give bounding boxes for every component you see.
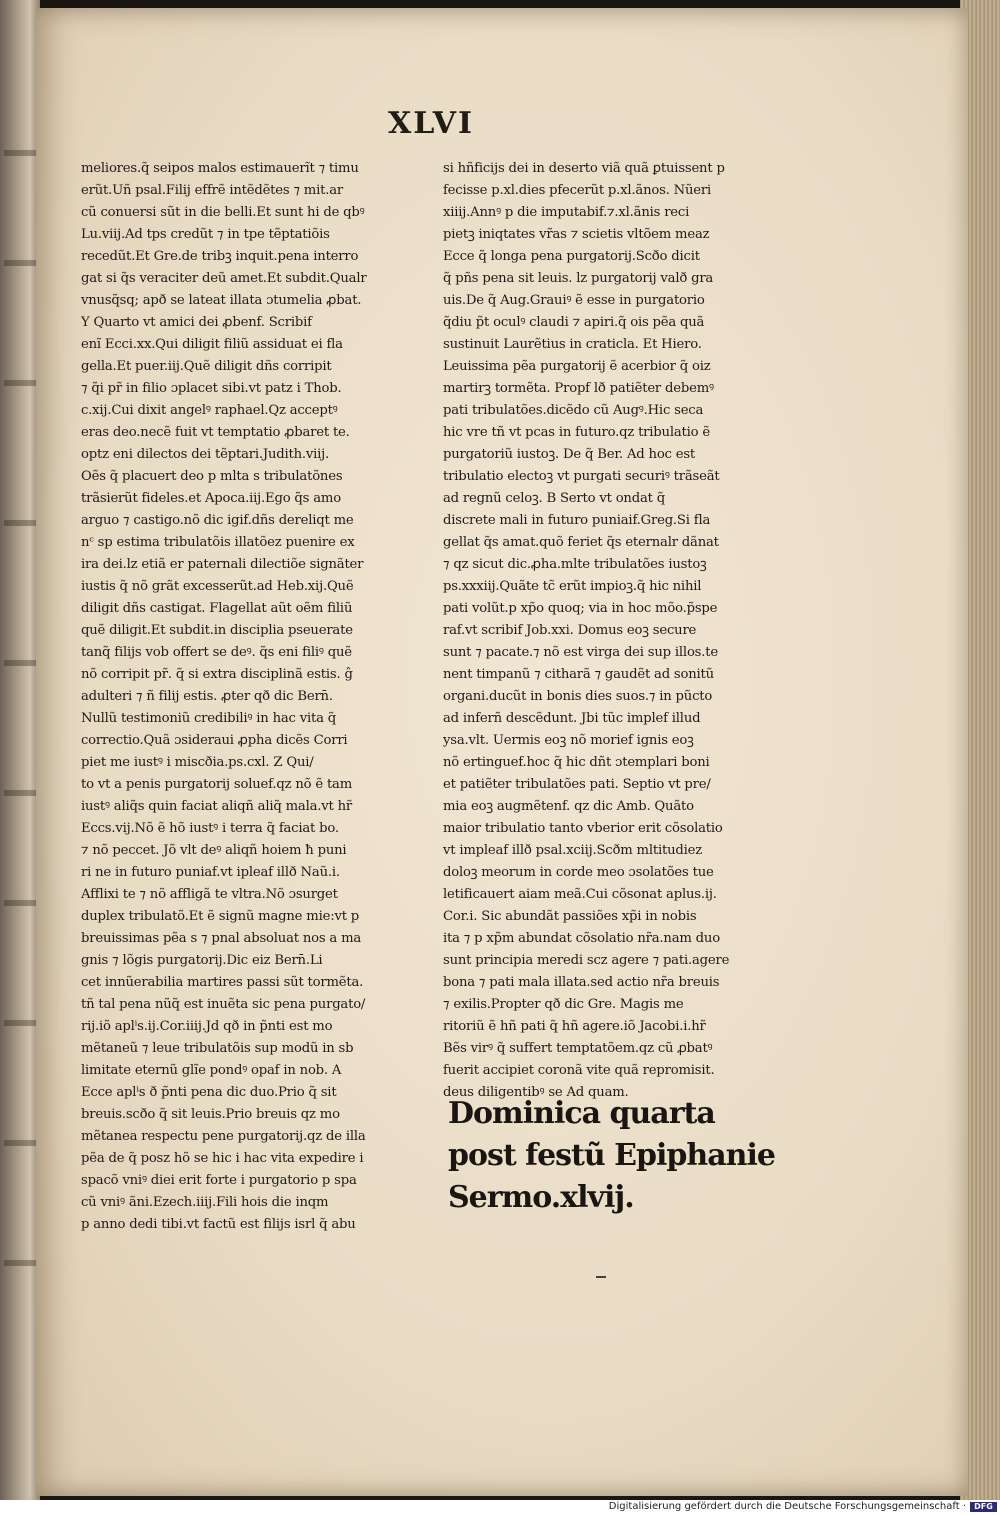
text-line: cũ vniꝰ ãni.Ezech.iiij.Fili hois die inqm xyxy=(81,1195,329,1210)
text-line: Nullũ testimoniũ credibiliꝰ in hac vita q̃ xyxy=(81,711,336,726)
text-line: ysa.vlt. Uermis eoꝫ nõ morief ignis eoꝫ xyxy=(443,733,694,748)
text-line: eras deo.necẽ fuit vt temptatio ꝓbaret te. xyxy=(81,425,350,440)
text-line: mia eoꝫ augmẽtenf. qz dic Amb. Quãto xyxy=(443,799,694,814)
text-line: deus diligentibꝰ se Ad quam. xyxy=(443,1085,629,1100)
text-line: mẽtanea respectu pene purgatorij.qz de illa xyxy=(81,1129,366,1144)
left-text-column xyxy=(81,158,413,1236)
dfg-logo: DFG xyxy=(970,1502,997,1512)
text-line: trãsierũt fideles.et Apoca.iij.Ego q̃s amo xyxy=(81,491,341,506)
text-line: Bẽs virꝰ q̃ suffert temptatõem.qz cũ ꝓbatꝰ xyxy=(443,1041,713,1056)
text-line: Ecce aplⁱs ð p̃nti pena dic duo.Prio q̃ sit xyxy=(81,1085,337,1100)
text-line: ita ⁊ p xp̃m abundat cõsolatio nr̃a.nam duo xyxy=(443,931,720,946)
text-line: organi.ducũt in bonis dies suos.⁊ in pũcto xyxy=(443,689,713,704)
text-line: tñ tal pena nũq̃ est inuẽta sic pena purgato/ xyxy=(81,997,366,1012)
heading-line: Sermo.xlvij. xyxy=(448,1180,634,1215)
text-line: ritoriũ ẽ hñ pati q̃ hñ agere.iõ Jacobi.i.hr̃ xyxy=(443,1019,706,1034)
text-line: tanq̃ filijs vob offert se deꝰ. q̃s eni filiꝰ quẽ xyxy=(81,645,352,660)
text-line: ira dei.lz etiã er paternali dilectiõe signãter xyxy=(81,557,364,572)
text-line: fecisse p.xl.dies pfecerũt p.xl.ãnos. Nũeri xyxy=(443,183,712,198)
heading-line: Dominica quarta xyxy=(448,1096,715,1131)
text-line: et patiẽter tribulatões pati. Septio vt pre/ xyxy=(443,777,711,792)
text-line: ⁊ exilis.Propter qð dic Gre. Magis me xyxy=(443,997,684,1012)
text-line: gat si q̃s veraciter deũ amet.Et subdit.Qualr xyxy=(81,271,367,286)
text-line: tribulatio electoꝫ vt purgati securiꝰ trãseãt xyxy=(443,469,720,484)
text-line: martirꝫ tormẽta. Propf lð patiẽter debemꝰ xyxy=(443,381,714,396)
text-line: ri ne in futuro puniaf.vt ipleaf illð Naũ.i. xyxy=(81,865,340,880)
text-line: Lu.viij.Ad tps credũt ⁊ in tpe tẽptatiõis xyxy=(81,227,330,242)
text-line: sunt principia meredi scz agere ⁊ pati.agere xyxy=(443,953,730,968)
text-line: breuissimas pẽa s ⁊ pnal absoluat nos a ma xyxy=(81,931,362,946)
text-line: q̃diu p̃t oculꝰ claudi ⁊ apiri.q̃ ois pẽa quã xyxy=(443,315,705,330)
text-line: p anno dedi tibi.vt factũ est filijs isrl q̃ abu xyxy=(81,1217,356,1232)
text-line: limitate eternũ glĩe pondꝰ opaf in nob. A xyxy=(81,1063,342,1078)
text-line: pẽa de q̃ posz hõ se hic i hac vita expedire i xyxy=(81,1151,364,1166)
funding-credit: Digitalisierung gefördert durch die Deutsche Forschungsgemeinschaft · xyxy=(608,1501,966,1512)
text-line: cũ conuersi sũt in die belli.Et sunt hi de qbꝰ xyxy=(81,205,365,220)
text-line: hic vre tñ vt pcas in futuro.qz tribulatio ẽ xyxy=(443,425,710,440)
text-line: sustinuit Laurẽtius in craticla. Et Hiero. xyxy=(443,337,702,352)
text-line: iustꝰ aliq̃s quin faciat aliqñ aliq̃ mala.vt hr̃ xyxy=(81,799,352,814)
text-line: nõ ertinguef.hoc q̃ hic dñt ɔtemplari boni xyxy=(443,755,710,770)
ink-mark xyxy=(596,1276,606,1278)
text-line: pietꝫ iniqtates vr̃as ⁊ scietis vltõem meaz xyxy=(443,227,710,242)
text-line: gellat q̃s amat.quõ feriet q̃s eternalr dãnat xyxy=(443,535,719,550)
text-line: fuerit accipiet coronã vite quã repromisit. xyxy=(443,1063,715,1078)
text-line: Afflixi te ⁊ nõ affligã te vltra.Nõ ɔsurget xyxy=(81,887,338,902)
text-line: ps.xxxiij.Quãte tc̃ erũt impioꝫ.q̃ hic nihil xyxy=(443,579,702,594)
text-line: letificauert aiam meã.Cui cõsonat aplus.ij. xyxy=(443,887,717,902)
text-line: maior tribulatio tanto vberior erit cõsolatio xyxy=(443,821,723,836)
text-line: uis.De q̃ Aug.Grauiꝰ ẽ esse in purgatorio xyxy=(443,293,705,308)
folio-number: XLVI xyxy=(387,106,475,141)
text-line: quẽ diligit.Et subdit.in disciplia pseuerate xyxy=(81,623,353,638)
text-line: meliores.q̃ seipos malos estimauerĩt ⁊ timu xyxy=(81,161,359,176)
text-line: si hñficijs dei in deserto viã quã ꝑtuissent p xyxy=(443,161,725,176)
text-line: ⁊ q̃i pr̃ in filio ɔplacet sibi.vt patz i Thob. xyxy=(81,381,342,396)
text-line: Leuissima pẽa purgatorij ẽ acerbior q̃ oiz xyxy=(443,359,711,374)
text-line: sunt ⁊ pacate.⁊ nõ est virga dei sup illos.te xyxy=(443,645,718,660)
text-line: Y Quarto vt amici dei ꝓbenf. Scribif xyxy=(81,315,312,330)
text-line: enĩ Ecci.xx.Qui diligit filiũ assiduat ei fla xyxy=(81,337,343,352)
book-page xyxy=(36,8,968,1496)
text-line: adulteri ⁊ ñ filij estis. ꝓter qð dic Bern̄. xyxy=(81,689,333,704)
facing-page-edge xyxy=(0,0,40,1500)
text-line: Oẽs q̃ placuert deo p mlta s tribulatõnes xyxy=(81,469,343,484)
text-line: xiiij.Annꝰ p die imputabif.⁊.xl.ãnis reci xyxy=(443,205,690,220)
text-line: arguo ⁊ castigo.nõ dic igif.dñs dereliqt me xyxy=(81,513,354,528)
text-line: ad inferñ descẽdunt. Jbi tũc implef illud xyxy=(443,711,701,726)
text-line: q̃ pñs pena sit leuis. lz purgatorij valð gra xyxy=(443,271,714,286)
text-line: correctio.Quã ɔsideraui ꝓpha dicẽs Corri xyxy=(81,733,348,748)
text-line: breuis.scðo q̃ sit leuis.Prio breuis qz mo xyxy=(81,1107,340,1122)
text-line: gnis ⁊ lõgis purgatorij.Dic eiz Bern̄.Li xyxy=(81,953,323,968)
text-line: Eccs.vij.Nõ ẽ hõ iustꝰ i terra q̃ faciat bo. xyxy=(81,821,339,836)
text-line: vt impleaf illð psal.xciij.Scðm mltitudiez xyxy=(443,843,702,858)
text-line: Cor.i. Sic abundãt passiões xp̃i in nobis xyxy=(443,909,697,924)
text-line: rij.iõ aplⁱs.ij.Cor.iiij.Jd qð in p̃nti est mo xyxy=(81,1019,333,1034)
text-line: spacõ vniꝰ diei erit forte i purgatorio p spa xyxy=(81,1173,357,1188)
text-line: doloꝫ meorum in corde meo ɔsolatões tue xyxy=(443,865,714,880)
text-line: gella.Et puer.iij.Quẽ diligit dñs corripit xyxy=(81,359,332,374)
heading-line: post festũ Epiphanie xyxy=(448,1138,775,1173)
text-line: discrete mali in futuro puniaif.Greg.Si fla xyxy=(443,513,711,528)
text-line: diligit dñs castigat. Flagellat aũt oẽm filiũ xyxy=(81,601,353,616)
text-line: erũt.Uñ psal.Filij effrẽ intẽdẽtes ⁊ mit.ar xyxy=(81,183,343,198)
right-text-column xyxy=(443,158,765,1104)
sermon-heading xyxy=(448,1093,783,1219)
text-line: ⁊ qz sicut dic.ꝓha.mlte tribulatões iustoꝫ xyxy=(443,557,707,572)
text-line: nõ corripit pr̃. q̃ si extra disciplinã estis. ĝ xyxy=(81,667,353,682)
text-line: vnusq̃sq; apð se lateat illata ɔtumelia ꝓbat. xyxy=(81,293,362,308)
text-line: recedũt.Et Gre.de tribꝫ inquit.pena interro xyxy=(81,249,359,264)
text-line: ad regnũ celoꝫ. B Serto vt ondat q̃ xyxy=(443,491,665,506)
text-line: purgatoriũ iustoꝫ. De q̃ Ber. Ad hoc est xyxy=(443,447,696,462)
text-line: ⁊ nõ peccet. Jõ vlt deꝰ aliqñ hoiem ħ puni xyxy=(81,843,347,858)
text-line: optz eni dilectos dei tẽptari.Judith.viij. xyxy=(81,447,330,462)
text-line: pati tribulatões.dicẽdo cũ Augꝰ.Hic seca xyxy=(443,403,704,418)
text-line: raf.vt scribif Job.xxi. Domus eoꝫ secure xyxy=(443,623,697,638)
text-line: pati volũt.p xp̃o quoq; via in hoc mõo.p̃spe xyxy=(443,601,718,616)
text-line: nᶜ sp estima tribulatõis illatõez puenire ex xyxy=(81,535,355,550)
text-line: piet me iustꝰ i miscðia.ps.cxl. Z Qui/ xyxy=(81,755,314,770)
text-line: nent timpanũ ⁊ citharã ⁊ gaudẽt ad sonitũ xyxy=(443,667,714,682)
text-line: mẽtaneũ ⁊ leue tribulatõis sup modũ in sb xyxy=(81,1041,354,1056)
text-line: bona ⁊ pati mala illata.sed actio nr̃a breuis xyxy=(443,975,720,990)
text-line: cet innũerabilia martires passi sũt tormẽta. xyxy=(81,975,364,990)
text-line: iustis q̃ nõ grãt excesserũt.ad Heb.xij.Quẽ xyxy=(81,579,354,594)
text-line: to vt a penis purgatorij soluef.qz nõ ẽ tam xyxy=(81,777,353,792)
text-line: duplex tribulatõ.Et ẽ signũ magne mie:vt p xyxy=(81,909,360,924)
text-line: Ecce q̃ longa pena purgatorij.Scðo dicit xyxy=(443,249,700,264)
text-line: c.xij.Cui dixit angelꝰ raphael.Qz acceptꝰ xyxy=(81,403,338,418)
